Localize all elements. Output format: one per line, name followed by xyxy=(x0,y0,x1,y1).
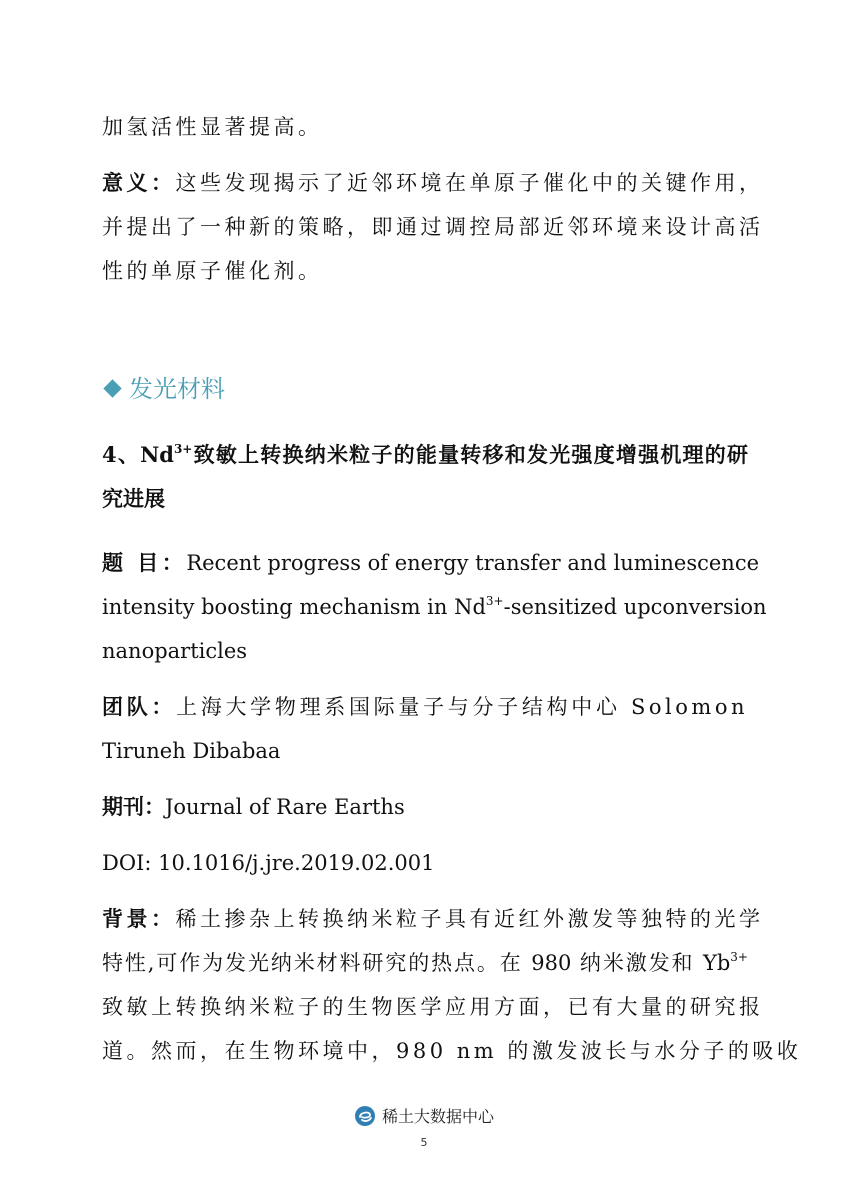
article-title-text: 致敏上转换纳米粒子的能量转移和发光强度增强机理的研 xyxy=(192,442,748,467)
journal-name: Journal of Rare Earths xyxy=(165,795,405,819)
subject-text: intensity boosting mechanism in Nd xyxy=(102,595,486,619)
subject-text: Recent progress of energy transfer and luminescence xyxy=(186,551,760,575)
article-title xyxy=(102,440,748,470)
doi-line: DOI: 10.1016/j.jre.2019.02.001 xyxy=(102,851,435,875)
superscript: 3+ xyxy=(730,950,748,964)
diamond-bullet-icon xyxy=(103,379,121,397)
team-line: Tiruneh Dibabaa xyxy=(102,739,281,763)
background-label: 背景： xyxy=(102,906,176,931)
paragraph-line: 加氢活性显著提高。 xyxy=(102,115,323,139)
background-line xyxy=(102,904,764,934)
background-line: 道。然而，在生物环境中，980 nm 的激发波长与水分子的吸收 xyxy=(102,1039,802,1063)
subject-line xyxy=(102,548,760,578)
rare-earth-data-center-logo-icon xyxy=(354,1105,376,1131)
footer-brand xyxy=(0,1104,848,1131)
significance-line: 性的单原子催化剂。 xyxy=(102,259,323,283)
superscript: 3+ xyxy=(173,442,193,456)
subject-label: 题 目： xyxy=(102,550,187,575)
background-line: 致敏上转换纳米粒子的生物医学应用方面，已有大量的研究报 xyxy=(102,995,764,1019)
section-heading xyxy=(102,372,225,406)
significance-line: 并提出了一种新的策略，即通过调控局部近邻环境来设计高活 xyxy=(102,215,764,239)
subject-text: -sensitized upconversion xyxy=(503,595,767,619)
significance-label: 意义： xyxy=(102,170,176,195)
background-line xyxy=(102,948,748,978)
article-title-number: 4、Nd xyxy=(102,442,174,467)
significance-line xyxy=(102,168,764,198)
background-text: 特性,可作为发光纳米材料研究的热点。在 980 纳米激发和 Yb xyxy=(102,951,731,975)
page-number: 5 xyxy=(420,1136,428,1149)
footer-brand-text: 稀土大数据中心 xyxy=(381,1107,494,1126)
subject-line xyxy=(102,592,767,622)
significance-text: 这些发现揭示了近邻环境在单原子催化中的关键作用， xyxy=(175,171,764,195)
team-line xyxy=(102,692,748,722)
background-text: 稀土掺杂上转换纳米粒子具有近红外激发等独特的光学 xyxy=(175,907,764,931)
team-text: 上海大学物理系国际量子与分子结构中心 Solomon xyxy=(176,695,748,719)
journal-line xyxy=(102,792,748,822)
section-heading-text: 发光材料 xyxy=(129,375,225,403)
team-label: 团队： xyxy=(102,694,177,719)
subject-line: nanoparticles xyxy=(102,639,248,663)
article-title-line: 究进展 xyxy=(102,486,165,511)
superscript: 3+ xyxy=(485,594,504,608)
journal-label: 期刊： xyxy=(102,794,165,819)
